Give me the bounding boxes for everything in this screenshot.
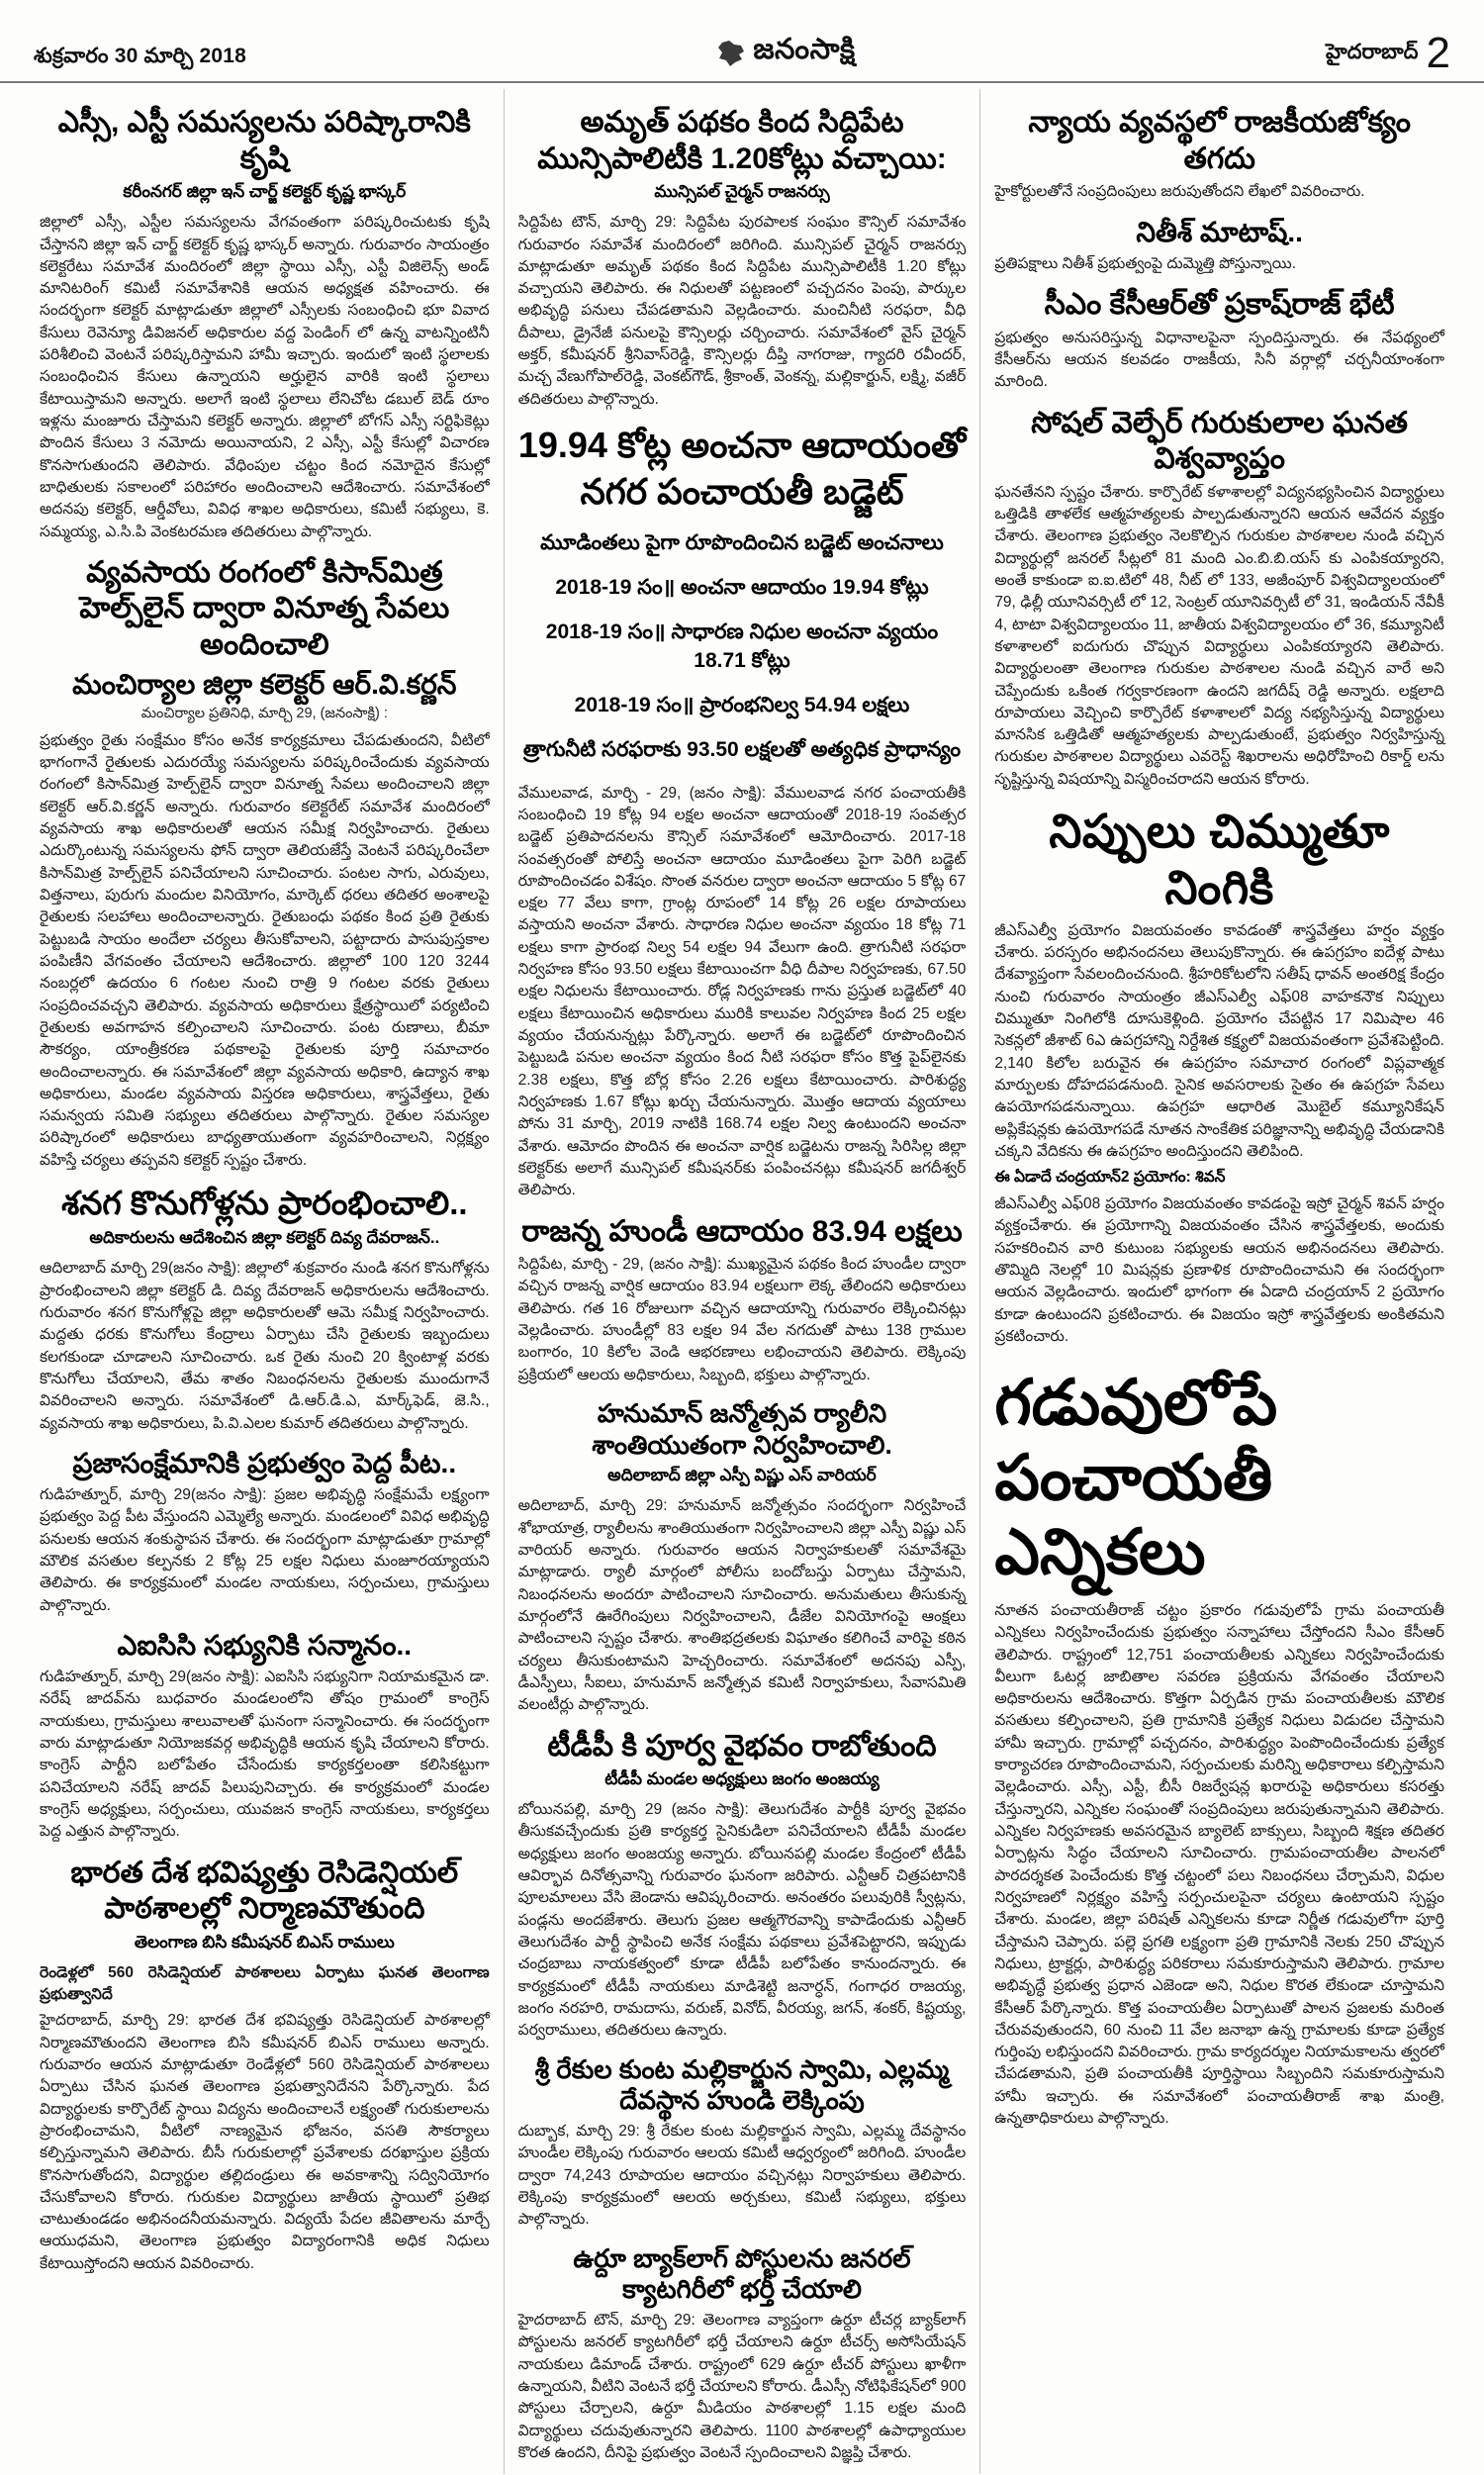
city-label: హైదరాబాద్ — [1325, 41, 1419, 63]
article-headline: సీఎం కేసీఆర్‌తో ప్రకాష్‌రాజ్ భేటీ — [1044, 287, 1395, 321]
article-headline: నిప్పులు చిమ్ముతూ నింగికి — [1049, 805, 1390, 914]
page-number: 2 — [1426, 29, 1450, 78]
article-body: నూతన పంచాయతీరాజ్ చట్టం ప్రకారం గడువులోపే గ్రామ పంచాయతీ ఎన్నికలు నిర్వహించేందుకు ప్రభుత్వం సన్నాహాలు చేస్తోందని సీఎం కేసీఆర్ తెలిపారు. రాష్ట్రంలో 12,751 పంచాయతీలకు ఎన్నికలు నిర్వహించేందుకు వీలుగా ఓటర్ల జాబితాల సవరణ ప్రక్రియను వేగవంతం చేయాలని అధికారులను ఆదేశించారు. కొత్తగా ఏర్పడిన గ్రామ పంచాయతీలకు మౌలిక వసతులు కల్పించాలని, ప్రతి గ్రామానికి ప్రత్యేక నిధులు విడుదల చేస్తామని హామీ ఇచ్చారు. గ్రామాల్లో పచ్చదనం, పారిశుద్ధ్యం పెంపొందించేందుకు ప్రత్యేక కార్యాచరణ రూపొందించామని, సర్పంచులకు మరిన్ని అధికారాలు కల్పిస్తామని వెల్లడించారు. ఎస్సీ, ఎస్టీ, బీసీ రిజర్వేషన్ల ఖరారుపై అధికారులు కసరత్తు చేస్తున్నారని, ఎన్నికల సంఘంతో సంప్రదింపులు జరుపుతున్నామని తెలిపారు. ఎన్నికల నిర్వహణకు అవసరమైన బ్యాలెట్ బాక్సులు, సిబ్బంది శిక్షణ తదితర ఏర్పాట్లను సిద్ధం చేయాలని సూచించారు. గ్రామపంచాయతీల పాలనలో పారదర్శకత పెంచేందుకు కొత్త చట్టంలో పలు నిబంధనలు చేర్చామని, విధుల నిర్వహణలో నిర్లక్ష్యం వహిస్తే సర్పంచులపైనా చర్యలు ఉంటాయని స్పష్టం చేశారు. మండల, జిల్లా పరిషత్ ఎన్నికలను కూడా నిర్ణీత గడువులోగా పూర్తి చేస్తామని చెప్పారు. పల్లె ప్రగతి లక్ష్యంగా ప్రతి గ్రామానికి నెలకు 250 చొప్పున నిధులు, ట్రాక్టర్లు, పారిశుద్ధ్య పరికరాలు సమకూరుస్తామని తెలిపారు. గ్రామాల అభివృద్ధే ప్రభుత్వ ప్రధాన ఎజెండా అని, నిధుల కొరత లేకుండా చూస్తామని కేసీఆర్ పేర్కొన్నారు. కొత్త పంచాయతీల ఏర్పాటుతో పాలన ప్రజలకు మరింత చేరువవుతుందని, 60 నుంచి 11 వేల జనాభా ఉన్న గ్రామాలకు కూడా ప్రత్యేక గుర్తింపు లభిస్తుందని వివరించారు. గ్రామ కార్యదర్శుల నియామకాలను త్వరలో చేపడతామని, ప్రతి పంచాయతీకి పూర్తిస్థాయి సిబ్బందిని సమకూరుస్తామని హామీ ఇచ్చారు. ఈ సమావేశంలో పంచాయతీరాజ్ శాఖ మంత్రి, ఉన్నతాధికారులు పాల్గొన్నారు. — [994, 1601, 1444, 2128]
deck-line: త్రాగునీటి సరఫరాకు 93.50 లక్షలతో అత్యధిక ప్రాధాన్యం — [522, 737, 962, 761]
article-subhead: మున్సిపల్ చైర్మన్ రాజనర్సు — [654, 182, 830, 202]
telangana-map-icon — [716, 39, 746, 68]
article-temple-hundi — [518, 2054, 967, 2232]
article-chana-procurement — [40, 1184, 490, 1435]
article-sc-st-issues — [40, 105, 490, 543]
article-body: దుబ్బాక, మార్చి 29: శ్రీ రేకుల కుంట మల్లికార్జున స్వామి, ఎల్లమ్మ దేవస్థానం హుండీల లెక్కింపు గురువారం ఆలయ కమిటీ ఆధ్వర్యంలో జరిగింది. హుండీల ద్వారా 74,243 రూపాయల ఆదాయం వచ్చినట్లు నిర్వాహకులు తెలిపారు. లెక్కింపు కార్యక్రమంలో ఆలయ అర్చకులు, కమిటీ సభ్యులు, భక్తులు పాల్గొన్నారు. — [517, 2123, 967, 2229]
article-tdp-glory — [518, 1729, 967, 2043]
city-page — [1325, 29, 1450, 78]
article-body: గుడిహత్నూర్, మార్చి 29(జనం సాక్షి): ఎఐసిసి సభ్యునిగా నియామకమైన డా. నరేష్ జాదవ్‌ను బుధవారం మండలంలోని తోషం గ్రామంలో కాంగ్రెస్ నాయకులు, గ్రామస్తులు శాలువాలతో ఘనంగా సన్మానించారు. ఈ సందర్భంగా వారు మాట్లాడుతూ నియోజకవర్గ అభివృద్ధికి ఆయన కృషి చేయాలని కోరారు. కాంగ్రెస్ పార్టీని బలోపేతం చేసేందుకు కార్యకర్తలంతా కలిసికట్టుగా పనిచేయాలని నరేష్ జాదవ్ పిలుపునిచ్చారు. ఈ కార్యక్రమంలో మండల కాంగ్రెస్ అధ్యక్షులు, సర్పంచులు, యువజన కాంగ్రెస్ నాయకులు, కార్యకర్తలు పెద్ద ఎత్తున పాల్గొన్నారు. — [40, 1668, 490, 1841]
article-body: జిల్లాలో ఎస్సీ, ఎస్టీల సమస్యలను వేగవంతంగా పరిష్కరించుటకు కృషి చేస్తానని జిల్లా ఇన్ చార్జ్ కలెక్టర్ కృష్ణ భాస్కర్ అన్నారు. గురువారం సాయంత్రం కలెక్టరేటు సమావేశ మందిరంలో జిల్లా స్థాయి ఎస్సీ, ఎస్టీ విజిలెన్స్ అండ్ మానిటరింగ్ కమిటీ సమావేశానికి ఆయన అధ్యక్షత వహించారు. ఈ సందర్భంగా కలెక్టర్ మాట్లాడుతూ జిల్లాలో ఎస్సీలకు సంబంధించి భూ వివాద కేసులు రెవెన్యూ డివిజనల్ అధికారుల వద్ద పెండింగ్ లో ఉన్న వాటన్నింటినీ పరిశీలించి వెంటనే పరిష్కరిస్తామని హామీ ఇచ్చారు. ఇందులో ఇంటి స్థలాలకు సంబంధించిన కేసులు ఉన్నాయని అర్హులైన వారికి ఇంటి స్థలాలు కేటాయిస్తామని అన్నారు. అలాగే ఇంటి స్థలాలు లేనిచోట డబుల్ బెడ్ రూం ఇళ్లను మంజూరు చేస్తామని కలెక్టర్ అన్నారు. జిల్లాలో బోగస్ ఎస్సీ సర్టిఫికెట్లు పొందిన కేసులు 3 నమోదు అయినాయని, 2 ఎస్సీ, ఎస్టీ కేసుల్లో విచారణ కొనసాగుతుందని తెలిపారు. వేధింపుల చట్టం కింద నమోదైన కేసుల్లో బాధితులకు సకాలంలో పరిహారం అందించాలని ఆదేశించారు. సమావేశంలో అదనపు కలెక్టర్, ఆర్డీవోలు, వివిధ శాఖల అధికారులు, కమిటీ సభ్యులు, కె. సమ్మయ్య, ఎ.సి.పి వెంకటరమణ తదితరులు పాల్గొన్నారు. — [40, 214, 490, 540]
article-headline: శనగ కొనుగోళ్లను ప్రారంభించాలి.. — [61, 1185, 468, 1222]
article-body: హైదరాబాద్ టౌన్, మార్చి 29: తెలంగాణ వ్యాప్తంగా ఉర్దూ టీచర్ల బ్యాక్‌లాగ్ పోస్టులను జనరల్ క్యాటగిరీలో భర్తీ చేయాలని ఉర్దూ టీచర్స్ అసోసియేషన్ నాయకులు డిమాండ్ చేశారు. రాష్ట్రంలో 629 ఉర్దూ టీచర్ పోస్టులు ఖాళీగా ఉన్నాయని, వీటిని వెంటనే భర్తీ చేయాలని కోరారు. డీఎస్సీ నోటిఫికేషన్‌లో 900 పోస్టులు చేర్చాలని, ఉర్దూ మీడియం పాఠశాలల్లో 1.15 లక్షల మంది విద్యార్థులు చదువుతున్నారని తెలిపారు. 1100 పాఠశాలల్లో ఉపాధ్యాయుల కొరత ఉందని, దీనిపై ప్రభుత్వం వెంటనే స్పందించాలని విజ్ఞప్తి చేశారు. — [517, 2312, 967, 2461]
article-amrut-funds — [518, 105, 967, 411]
article-kisanmitra-helpline — [40, 555, 490, 1172]
article-inline-subhead: ఈ ఏడాదే చంద్రయాన్2 ప్రయోగం: శివన్ — [994, 1169, 1226, 1187]
article-body: ఆదిలాబాద్ మార్చి 29(జనం సాక్షి): జిల్లాలో శుక్రవారం నుండి శనగ కొనుగోళ్లను ప్రారంభించాలని జిల్లా కలెక్టర్ డి. దివ్య దేవరాజన్ అధికారులను ఆదేశించారు. గురువారం శనగ కొనుగోళ్లపై జిల్లా అధికారులతో ఆమె సమీక్ష నిర్వహించారు. మద్దతు ధరకు కొనుగోలు కేంద్రాలు ఏర్పాటు చేసి రైతులకు ఇబ్బందులు కలగకుండా చూడాలని సూచించారు. ఒక రైతు నుంచి 20 క్వింటాళ్ల వరకు కొనుగోలు చేయాలని, తేమ శాతం నిబంధనలను రైతులకు ముందుగానే వివరించాలని అన్నారు. సమావేశంలో డి.ఆర్.డి.ఎ, మార్క్‌ఫెడ్, జె.సి., వ్యవసాయ శాఖ అధికారులు, పి.వి.ఎలల కుమార్ తదితరులు పాల్గొన్నారు. — [40, 1260, 490, 1432]
column-middle — [504, 89, 981, 2474]
edition-date: శుక్రవారం 30 మార్చి 2018 — [34, 45, 246, 67]
article-headline: టీడీపీ కి పూర్వ వైభవం రాబోతుంది — [547, 1729, 937, 1762]
article-subhead: తెలంగాణ బిసి కమీషనర్ బిఎస్ రాములు — [134, 1932, 395, 1951]
article-headline: గడువులోపే పంచాయతీ ఎన్నికలు — [994, 1367, 1278, 1588]
article-subhead: అదికారులను ఆదేశించిన జిల్లా కలెక్టర్ దివ్య దేవరాజన్.. — [89, 1228, 440, 1248]
columns — [0, 83, 1484, 2474]
article-body: ప్రభుత్వం రైతు సంక్షేమం కోసం అనేక కార్యక్రమాలు చేపడుతుందని, వీటిలో భాగంగానే రైతులకు ఎదురయ్యే సమస్యలను పరిష్కరించేందుకు వ్యవసాయ రంగంలో కిసాన్‌మిత్ర హెల్ప్‌లైన్ ద్వారా వినూత్న సేవలు అందించాలని జిల్లా కలెక్టర్ ఆర్.వి.కర్ణన్ అన్నారు. గురువారం కలెక్టరేట్ సమావేశ మందిరంలో వ్యవసాయ శాఖ అధికారులతో ఆయన సమీక్ష నిర్వహించారు. రైతులు ఎదుర్కొంటున్న సమస్యలను ఫోన్ ద్వారా తెలియజేస్తే వెంటనే పరిష్కరించేలా కిసాన్‌మిత్ర హెల్ప్‌లైన్ పనిచేయాలని సూచించారు. పంటల సాగు, ఎరువులు, విత్తనాలు, పురుగు మందుల వినియోగం, మార్కెట్ ధరలు తదితర అంశాలపై రైతులకు సలహాలు అందించాలన్నారు. రైతుబంధు పథకం కింద ప్రతి రైతుకు పెట్టుబడి సాయం అందేలా చర్యలు తీసుకోవాలని, పట్టాదారు పాసుపుస్తకాల పంపిణీని వేగవంతం చేయాలని ఆదేశించారు. జిల్లాలో 100 120 3244 నంబర్లలో ఉదయం 6 గంటల నుంచి రాత్రి 9 గంటల వరకు రైతులు సంప్రదించవచ్చని తెలిపారు. వ్యవసాయ అధికారులు క్షేత్రస్థాయిలో పర్యటించి రైతులకు అవగాహన కల్పించాలని సూచించారు. పంట రుణాలు, బీమా సౌకర్యం, యాంత్రీకరణ పథకాలపై రైతులకు పూర్తి సమాచారం అందించాలన్నారు. ఈ సమావేశంలో జిల్లా వ్యవసాయ అధికారి, ఉద్యాన శాఖ అధికారులు, మండల వ్యవసాయ విస్తరణ అధికారులు, శాస్త్రవేత్తలు, రైతు సమన్వయ సమితి సభ్యులు తదితరులు పాల్గొన్నారు. రైతుల సమస్యల పరిష్కారంలో అధికారులు బాధ్యతాయుతంగా వ్యవహరించాలని, నిర్లక్ష్యం వహిస్తే చర్యలు తప్పవని కలెక్టర్ స్పష్టం చేశారు. — [40, 731, 490, 1169]
article-aicc-felicitation — [40, 1629, 490, 1844]
deck-line: 2018-19 సం॥ అంచనా ఆదాయం 19.94 కోట్లు — [555, 575, 929, 599]
article-body: సిద్దిపేట, మార్చి - 29, (జనం సాక్షి): ముఖ్యమైన పథకం కింద హుండీల ద్వారా వచ్చిన రాజన్న వార్షిక ఆదాయం 83.94 లక్షలుగా లెక్క తేలిందని అధికారులు తెలిపారు. గత 16 రోజులుగా వచ్చిన ఆదాయాన్ని గురువారం లెక్కించినట్లు వెల్లడించారు. హుండీల్లో 83 లక్షల 94 వేల నగదుతో పాటు 138 గ్రాముల బంగారం, 10 కిలోల వెండి ఆభరణాలు లభించాయని తెలిపారు. లెక్కింపు ప్రక్రియలో ఆలయ అధికారులు, సిబ్బంది, భక్తులు పాల్గొన్నారు. — [517, 1256, 967, 1383]
article-headline: రాజన్న హుండీ ఆదాయం 83.94 లక్షలు — [521, 1214, 963, 1248]
article-body: బోయినపల్లి, మార్చి 29 (జనం సాక్షి): తెలుగుదేశం పార్టీకి పూర్వ వైభవం తీసుకవచ్చేందుకు ప్రతి కార్యకర్త సైనికుడిలా పనిచేయాలని టీడీపీ మండల అధ్యక్షులు జంగం అంజయ్య అన్నారు. బోయినపల్లి మండల కేంద్రంలో టీడీపీ ఆవిర్భావ దినోత్సవాన్ని గురువారం ఘనంగా జరిపారు. ఎన్టీఆర్ చిత్రపటానికి పూలమాలలు వేసి జెండాను ఆవిష్కరించారు. అనంతరం పలువురికి స్వీట్లను, పండ్లను అందజేశారు. తెలుగు ప్రజల ఆత్మగౌరవాన్ని కాపాడేందుకు ఎన్టీఆర్ తెలుగుదేశం పార్టీ స్థాపించి అనేక సంక్షేమ పథకాలు ప్రవేశపెట్టారని, ఇప్పుడు చంద్రబాబు నాయకత్వంలో కూడా టీడీపీ బలోపేతం కానుందన్నారు. ఈ కార్యక్రమంలో టీడీపీ నాయకులు మాడిశెట్టి జనార్ధన్, గంగాధర రాజయ్య, జంగం నరహరి, రామదాసు, వరుణ్, వినోద్, వీరయ్య, జగన్, శంకర్, కిష్టయ్య, పర్వరాములు, తదితరులు ఉన్నారు. — [517, 1801, 967, 2040]
article-hanuman-rally — [518, 1398, 967, 1717]
deck-line: 2018-19 సం॥ ప్రారంభనిల్వ 54.94 లక్షలు — [574, 693, 910, 716]
deck-line: 2018-19 సం॥ సాధారణ నిధుల అంచనా వ్యయం 18.71 కోట్లు — [545, 619, 939, 672]
deck-line: మూడింతలు పైగా రూపొందించిన బడ్జెట్ అంచనాలు — [540, 530, 944, 554]
article-body: హైకోర్టులతోనే సంప్రదింపులు జరుపుతోందని లేఖలో వివరించారు. — [994, 183, 1365, 201]
article-headline: శ్రీ రేకుల కుంట మల్లికార్జున స్వామి, ఎల్లమ్మ దేవస్థాన హుండి లెక్కింపు — [534, 2053, 950, 2116]
article-judiciary-politics — [994, 105, 1444, 204]
article-body: హైదరాబాద్, మార్చి 29: భారత దేశ భవిష్యత్తు రెసిడెన్షియల్ పాఠశాలల్లో నిర్మాణమౌతుందని తెలంగాణ బిసి కమీషనర్ బిఎస్ రాములు అన్నారు. గురువారం ఆయన మాట్లాడుతూ రెండేళ్లలో 560 రెసిడెన్షియల్ పాఠశాలలు ఏర్పాటు చేసిన ఘనత తెలంగాణ ప్రభుత్వానిదేనని పేర్కొన్నారు. పేద విద్యార్థులకు కార్పొరేట్ స్థాయి విద్యను అందించాలనే లక్ష్యంతో గురుకులాలను ప్రారంభించామని, వీటిలో నాణ్యమైన భోజనం, వసతి సౌకర్యాలు కల్పిస్తున్నామని తెలిపారు. బీసీ గురుకులాల్లో ప్రవేశాలకు దరఖాస్తుల ప్రక్రియ కొనసాగుతోందని, విద్యార్థుల తల్లిదండ్రులు ఈ అవకాశాన్ని సద్వినియోగం చేసుకోవాలని కోరారు. గురుకుల విద్యార్థులు జాతీయ స్థాయిలో ప్రతిభ చాటుతుండడం అభినందనీయమన్నారు. విద్యయే పేదల జీవితాలను మార్చే ఆయుధమని, తెలంగాణ ప్రభుత్వం విద్యారంగానికి అధిక నిధులు కేటాయిస్తోందని ఆయన వివరించారు. — [40, 2012, 490, 2272]
article-headline: సోషల్ వెల్ఫేర్ గురుకులాల ఘనత విశ్వవ్యాప్తం — [1031, 406, 1409, 476]
article-headline: వ్యవసాయ రంగంలో కిసాన్‌మిత్ర హెల్ప్‌లైన్ ద్వారా వినూత్న సేవలు అందించాలి — [79, 555, 450, 662]
article-headline: ఉర్దూ బ్యాక్‌లాగ్ పోస్టులను జనరల్ క్యాటగిరీలో భర్తీ చేయాలి — [573, 2242, 911, 2305]
article-panchayat-elections — [994, 1366, 1444, 2130]
article-public-welfare — [40, 1447, 490, 1617]
article-nitish — [994, 216, 1444, 275]
article-headline: 19.94 కోట్ల అంచనా ఆదాయంతో నగర పంచాయతీ బడ్జెట్ — [517, 425, 967, 512]
article-body: జీఎస్ఎల్వీ ఎఫ్08 ప్రయోగం విజయవంతం కావడంపై ఇస్రో చైర్మన్ శివన్ హర్షం వ్యక్తంచేశారు. ఈ ప్రయోగాన్ని విజయవంతం చేసిన శాస్త్రవేత్తలకు, అందుకు సహకరించిన వారి కుటుంబ సభ్యులకు ఆయన అభినందనలు తెలిపారు. తొమ్మిది నెలల్లో 10 మిషన్లకు ప్రణాళిక రూపొందించామని ఈ సందర్భంగా ఆయన వెల్లడించారు. ఇందులో భాగంగా ఈ ఏడాది చంద్రయాన్ 2 ప్రయోగం కూడా ఉంటుందని ప్రకటించారు. ఈ విజయం ఇస్రో శాస్త్రవేత్తలకు అంకితమని ప్రకటించారు. — [994, 1195, 1444, 1346]
article-body: ప్రభుత్వం అనుసరిస్తున్న విధానాలపైనా స్పందిస్తున్నారు. ఈ నేపథ్యంలో కేసీఆర్‌ను ఆయన కలవడం రాజకీయ, సినీ వర్గాల్లో చర్చనీయాంశంగా మారింది. — [994, 329, 1444, 391]
article-subhead: టీడీపీ మండల అధ్యక్షులు జంగం అంజయ్య — [604, 1769, 880, 1789]
article-rajanna-hundi — [518, 1214, 967, 1386]
page-header — [0, 0, 1484, 83]
article-headline: నితీశ్ మాటాష్.. — [1136, 216, 1303, 247]
article-byline: మంచిర్యాల ప్రతినిధి, మార్చి 29, (జనంసాక్షి) : — [140, 705, 388, 721]
article-headline: ప్రజాసంక్షేమానికి ప్రభుత్వం పెద్ద పీట.. — [72, 1447, 457, 1478]
paper-logo — [716, 34, 855, 73]
article-kcr-prakashraj — [994, 287, 1444, 394]
paper-name: జనంసాక్షి — [753, 34, 856, 65]
article-body: గుడిహత్నూర్, మార్చి 29(జనం సాక్షి): ప్రజల అభివృద్ధి సంక్షేమమే లక్ష్యంగా ప్రభుత్వం పెద్ద పీట వేస్తుందని ఎమ్మెల్యే అన్నారు. మండలంలో వివిధ అభివృద్ధి పనులకు ఆయన శంకుస్థాపన చేశారు. ఈ సందర్భంగా మాట్లాడుతూ గ్రామాల్లో మౌలిక వసతుల కల్పనకు 2 కోట్ల 25 లక్షల నిధులు మంజూరయ్యాయని తెలిపారు. ఈ కార్యక్రమంలో మండల నాయకులు, సర్పంచులు, గ్రామస్తులు పాల్గొన్నారు. — [40, 1485, 490, 1614]
article-headline: భారత దేశ భవిష్యత్తు రెసిడెన్షియల్ పాఠశాలల్లో నిర్మాణమౌతుంది — [70, 1856, 459, 1926]
column-right — [980, 89, 1458, 2474]
article-body: ఘనతేనని స్పష్టం చేశారు. కార్పొరేట్ కళాశాలల్లో విద్యనభ్యసించిన విద్యార్థులు ఒత్తిడికి తాళలేక ఆత్మహత్యలకు పాల్పడుతున్నారని ఆయన ఆవేదన వ్యక్తం చేశారు. తెలంగాణ ప్రభుత్వం నెలకొల్పిన గురుకుల పాఠశాలల నుండి వచ్చిన విద్యార్థుల్లో జనరల్ సీట్లలో 81 మంది ఎం.బి.బి.యస్ కు ఎంపికయ్యారని, అంతే కాకుండా ఐ.ఐ.టిలో 48, నీట్ లో 133, అజీంపూర్ విశ్వవిద్యాలయంలో 79, ఢిల్లీ యూనివర్సిటీ లో 12, సెంట్రల్ యూనివర్సిటీ లో 31, ఇండియన్ నేవీకీ 4, టాటా విశ్వవిద్యాలయం 11, జాతీయ విశ్వవిద్యాలయం లో 36, కమ్యూనిటీ కళాశాలలో ఐదుగురు చొప్పున విద్యార్థులు ఎంపికయ్యారని తెలిపారు. విద్యార్థులంతా తెలంగాణ గురుకుల పాఠశాలల నుండి వచ్చిన వారే అని చెప్పేందుకు ఒకింత గర్వకారణంగా ఉందని జగదీష్ రెడ్డి అన్నారు. లక్షలాది రూపాయలు వెచ్చించి కార్పొరేట్ కళాశాలలో విద్య నభ్యసిస్తున్న విద్యార్థులు మానసిక ఒత్తిడితో ఆత్మహత్యలకు పాల్పడుతుంటే, ప్రభుత్వం నిర్వహిస్తున్న గురుకుల పాఠశాలల విద్యార్థులు ఎవరెస్ట్ శిఖరాలను అధిరోహించి రికార్డ్ లను సృష్టిస్తున్న విషయాన్ని విస్మరించరాదని ఆయన కోరారు. — [994, 483, 1444, 788]
article-gslv-launch — [994, 803, 1444, 1348]
article-residential-schools — [40, 1856, 490, 2276]
article-headline: న్యాయ వ్యవస్థలో రాజకీయజోక్యం తగదు — [1028, 106, 1411, 175]
article-body: జీఎస్ఎల్వీ ప్రయోగం విజయవంతం కావడంతో శాస్త్రవేత్తలు హర్షం వ్యక్తం చేశారు. పరస్పరం అభినందనలు తెలుపుకొన్నారు. ఈ ఉపగ్రహం ఐదేళ్ల పాటు దేశవ్యాప్తంగా సేవలందించనుంది. శ్రీహరికోటలోని సతీష్ ధావన్ అంతరిక్ష కేంద్రం నుంచి గురువారం సాయంత్రం జీఎస్ఎల్వీ ఎఫ్08 వాహకనౌక నిప్పులు చిమ్ముతూ నింగిలోకి దూసుకెళ్లింది. ప్రయోగం చేపట్టిన 17 నిమిషాల 46 సెకన్లలో జీశాట్ 6ఎ ఉపగ్రహాన్ని నిర్దేశిత కక్ష్యలో విజయవంతంగా ప్రవేశపెట్టింది. 2,140 కిలోల బరువైన ఈ ఉపగ్రహం సమాచార రంగంలో విప్లవాత్మక మార్పులకు దోహదపడనుంది. సైనిక అవసరాలకు సైతం ఈ ఉపగ్రహ సేవలు ఉపయోగపడనున్నాయి. ఉపగ్రహ ఆధారిత మొబైల్ కమ్యూనికేషన్ అప్లికేషన్లకు ఉపయోగపడే నూతన సాంకేతిక పరిజ్ఞానాన్ని అభివృద్ధి చేయడానికి చక్కని వేదికను ఈ ఉపగ్రహం అందిస్తుందని తెలిపింది. — [994, 921, 1444, 1160]
article-social-welfare-gurukul — [994, 406, 1444, 792]
article-body: అదిలాబాద్, మార్చి 29: హనుమాన్ జన్మోత్సవం సందర్భంగా నిర్వహించే శోభాయాత్ర, ర్యాలీలను శాంతియుతంగా నిర్వహించాలని జిల్లా ఎస్పీ విష్ణు ఎస్ వారియర్ అన్నారు. గురువారం ఆయన నిర్వాహకులతో సమావేశమై మాట్లాడారు. ర్యాలీ మార్గంలో పోలీసు బందోబస్తు ఏర్పాటు చేస్తామని, నిబంధనలను అందరూ పాటించాలని సూచించారు. అనుమతులు తీసుకున్న మార్గంలోనే ఊరేగింపులు నిర్వహించాలని, డీజేల వినియోగంపై ఆంక్షలు పాటించాలని స్పష్టం చేశారు. శాంతిభద్రతలకు విఘాతం కలిగించే వారిపై కఠిన చర్యలు తీసుకుంటామని హెచ్చరించారు. సమావేశంలో అదనపు ఎస్పీ, డీఎస్పీలు, సీఐలు, హనుమాన్ జన్మోత్సవ కమిటీ నిర్వాహకులు, సేవాసమితి వలంటీర్లు పాల్గొన్నారు. — [517, 1497, 967, 1714]
article-subhead: కరీంనగర్ జిల్లా ఇన్ చార్జ్ కలెక్టర్ కృష్ణ భాస్కర్ — [123, 182, 407, 202]
article-subhead: అదిలాబాద్ జిల్లా ఎస్పీ విష్ణు ఎస్ వారియర్ — [607, 1466, 877, 1485]
column-left — [26, 89, 504, 2474]
article-body: ప్రతిపక్షాలు నితీశ్ ప్రభుత్వంపై దుమ్మెత్తి పోస్తున్నాయి. — [994, 254, 1296, 272]
article-headline: అమృత్ పథకం కింద సిద్దిపేట మున్సిపాలిటీకి 1.20కోట్లు వచ్చాయి: — [537, 106, 947, 175]
article-lead: రెండెళ్లలో 560 రెసిడెన్షియల్ పాఠశాలలు ఏర్పాటు ఘనత తెలంగాణ ప్రభుత్వానిదే — [40, 1963, 490, 2003]
article-subhead: మంచిర్యాల జిల్లా కలెక్టర్ ఆర్.వి.కర్ణన్ — [72, 668, 457, 700]
article-headline: హనుమాన్ జన్మోత్సవ ర్యాలీని శాంతియుతంగా నిర్వహించాలి. — [592, 1398, 892, 1460]
article-panchayat-budget — [518, 423, 967, 1202]
article-body: వేములవాడ, మార్చి - 29, (జనం సాక్షి): వేములవాడ నగర పంచాయతీకి సంబంధించి 19 కోట్ల 94 లక్షల అంచనా ఆదాయంతో 2018-19 సంవత్సర బడ్జెట్ ప్రతిపాదనలను కౌన్సిల్ సమావేశంలో ఆమోదించారు. 2017-18 సంవత్సరంతో పోలిస్తే అంచనా ఆదాయం మూడింతలు పైగా పెరిగి బడ్జెట్ రూపొందించడం విశేషం. సొంత వనరుల ద్వారా అంచనా ఆదాయం 5 కోట్ల 67 లక్షల 77 వేలు కాగా, గ్రాంట్ల రూపంలో 14 కోట్ల 26 లక్షల రూపాయలు వస్తాయని అంచనా వేశారు. సాధారణ నిధుల అంచనా వ్యయం 18 కోట్ల 71 లక్షలు కాగా ప్రారంభ నిల్వ 54 లక్షల 94 వేలుగా ఉంది. త్రాగునీటి సరఫరా నిర్వహణ కోసం 93.50 లక్షలు కేటాయించగా వీధి దీపాల నిర్వహణకు, 67.50 లక్షల నిధులను కేటాయించారు. రోడ్ల నిర్వహణకు గాను ప్రస్తుత బడ్జెట్‌లో 40 లక్షలు కేటాయించిన అధికారులు మురికి కాలువల నిర్వహణ కింద 25 లక్షల వ్యయం చేయనున్నట్లు పేర్కొన్నారు. అలాగే ఈ బడ్జెట్‌లో రూపొందించిన పెట్టుబడి పనుల అంచనా వ్యయం కింద నీటి సరఫరా కోసం కొత్త పైప్‌లైనకు 2.38 లక్షలు, కొత్త బోర్ల కోసం 2.26 లక్షలు కేటాయించారు. పారిశుద్ధ్య నిర్వహణకు 1.67 కోట్లు ఖర్చు చేయనున్నారు. మొత్తం ఆదాయ వ్యయాలు పోను 31 మార్చి, 2019 నాటికి 168.74 లక్షల నిల్వ ఉంటుందని అంచనా వేశారు. ఆమోదం పొందిన ఈ అంచనా వార్షిక బడ్జెటను రాజన్న సిరిసిల్ల జిల్లా కలెక్టర్‌కు అలాగే మున్సిపల్ కమీషనర్‌కు పంపించనట్లు కమీషనర్ జగదీశ్వర్ తెలిపారు. — [517, 784, 967, 1199]
article-body: సిద్దిపేట టౌన్, మార్చి 29: సిద్దిపేట పురపాలక సంఘం కౌన్సిల్ సమావేశం గురువారం సమావేశ మందిరంలో జరిగింది. మున్సిపల్ చైర్మన్ రాజనర్సు మాట్లాడుతూ అమృత్ పథకం కింద సిద్దిపేట మున్సిపాలిటీకి 1.20 కోట్లు వచ్చాయని తెలిపారు. ఈ నిధులతో పట్టణంలో పచ్చదనం పెంపు, పార్కుల అభివృద్ధి పనులు చేపడతామని వెల్లడించారు. మంచినీటి సరఫరా, వీధి దీపాలు, డ్రైనేజీ పనులపై కౌన్సిలర్లు చర్చించారు. సమావేశంలో వైస్ చైర్మన్ అక్తర్, కమీషనర్ శ్రీనివాస్‌రెడ్డి, కౌన్సిలర్లు దీప్తి నాగరాజు, గ్యాదరి రవీందర్, మచ్చ వేణుగోపాల్‌రెడ్డి, వెంకట్‌గౌడ్, శ్రీకాంత్, వెంకన్న, మల్లికార్జున్, లక్ష్మి, వజీర్ తదితరులు పాల్గొన్నారు. — [517, 214, 967, 408]
article-headline: ఎస్సీ, ఎస్టీ సమస్యలను పరిష్కారానికి కృషి — [57, 106, 471, 175]
article-headline: ఎఐసిసి సభ్యునికి సన్మానం.. — [117, 1629, 413, 1661]
article-urdu-backlog-posts — [518, 2243, 967, 2465]
